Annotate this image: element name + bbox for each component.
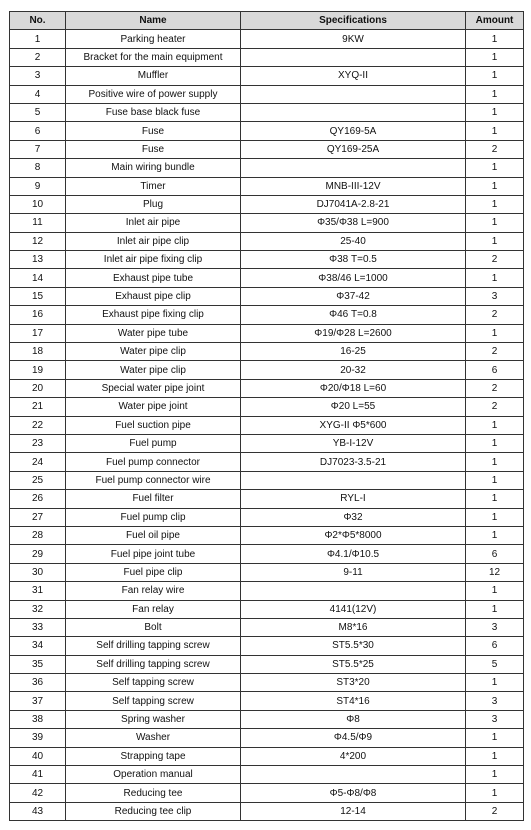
cell-no: 18: [10, 343, 66, 361]
cell-name: Positive wire of power supply: [66, 85, 241, 103]
cell-spec: RYL-I: [241, 490, 466, 508]
cell-no: 30: [10, 563, 66, 581]
table-row: [10, 103, 524, 121]
cell-spec: Φ19/Φ28 L=2600: [241, 324, 466, 342]
cell-name: Fuel oil pipe: [66, 526, 241, 544]
cell-spec: [241, 103, 466, 121]
cell-amount: 1: [466, 85, 524, 103]
cell-spec: 16-25: [241, 343, 466, 361]
table-row: [10, 379, 524, 397]
cell-no: 41: [10, 766, 66, 784]
cell-amount: 6: [466, 637, 524, 655]
cell-amount: 3: [466, 287, 524, 305]
cell-amount: 1: [466, 434, 524, 452]
cell-no: 27: [10, 508, 66, 526]
cell-spec: 9KW: [241, 30, 466, 48]
cell-spec: Φ20/Φ18 L=60: [241, 379, 466, 397]
cell-no: 6: [10, 122, 66, 140]
cell-amount: 1: [466, 159, 524, 177]
cell-spec: 9-11: [241, 563, 466, 581]
cell-no: 36: [10, 674, 66, 692]
cell-amount: 1: [466, 471, 524, 489]
header-amount: Amount: [466, 12, 524, 30]
cell-name: Muffler: [66, 67, 241, 85]
cell-amount: 1: [466, 526, 524, 544]
cell-amount: 2: [466, 398, 524, 416]
cell-no: 16: [10, 306, 66, 324]
table-row: [10, 766, 524, 784]
table-row: [10, 692, 524, 710]
cell-spec: Φ8: [241, 710, 466, 728]
cell-no: 7: [10, 140, 66, 158]
cell-spec: ST3*20: [241, 674, 466, 692]
cell-no: 2: [10, 48, 66, 66]
cell-no: 13: [10, 251, 66, 269]
cell-no: 15: [10, 287, 66, 305]
table-row: [10, 30, 524, 48]
cell-name: Bolt: [66, 618, 241, 636]
table-row: [10, 398, 524, 416]
cell-amount: 1: [466, 48, 524, 66]
cell-amount: 2: [466, 343, 524, 361]
cell-name: Spring washer: [66, 710, 241, 728]
table-row: [10, 563, 524, 581]
table-header: [10, 12, 524, 30]
cell-amount: 1: [466, 490, 524, 508]
cell-name: Fuel pump: [66, 434, 241, 452]
table-row: [10, 674, 524, 692]
header-no: No.: [10, 12, 66, 30]
table-row: [10, 729, 524, 747]
table-row: [10, 508, 524, 526]
cell-spec: [241, 766, 466, 784]
cell-spec: Φ38 T=0.5: [241, 251, 466, 269]
table-row: [10, 214, 524, 232]
cell-name: Fuel pump connector: [66, 453, 241, 471]
cell-spec: [241, 48, 466, 66]
table-body: [10, 30, 524, 821]
cell-name: Fuse: [66, 122, 241, 140]
cell-name: Exhaust pipe clip: [66, 287, 241, 305]
cell-amount: 1: [466, 784, 524, 802]
table-row: [10, 582, 524, 600]
table-row: [10, 67, 524, 85]
cell-amount: 1: [466, 416, 524, 434]
cell-amount: 2: [466, 140, 524, 158]
table-row: [10, 306, 524, 324]
cell-no: 39: [10, 729, 66, 747]
cell-amount: 1: [466, 30, 524, 48]
table-row: [10, 195, 524, 213]
cell-no: 14: [10, 269, 66, 287]
table-row: [10, 343, 524, 361]
cell-no: 17: [10, 324, 66, 342]
cell-no: 19: [10, 361, 66, 379]
cell-name: Bracket for the main equipment: [66, 48, 241, 66]
cell-name: Water pipe tube: [66, 324, 241, 342]
cell-no: 29: [10, 545, 66, 563]
cell-spec: Φ2*Φ5*8000: [241, 526, 466, 544]
cell-spec: QY169-25A: [241, 140, 466, 158]
cell-spec: 4141(12V): [241, 600, 466, 618]
cell-amount: 1: [466, 232, 524, 250]
cell-name: Water pipe clip: [66, 361, 241, 379]
cell-spec: Φ5-Φ8/Φ8: [241, 784, 466, 802]
parts-list-container: [9, 11, 524, 821]
cell-spec: MNB-III-12V: [241, 177, 466, 195]
table-row: [10, 655, 524, 673]
cell-amount: 6: [466, 361, 524, 379]
table-row: [10, 159, 524, 177]
cell-amount: 12: [466, 563, 524, 581]
cell-no: 42: [10, 784, 66, 802]
table-row: [10, 618, 524, 636]
cell-name: Operation manual: [66, 766, 241, 784]
cell-amount: 2: [466, 306, 524, 324]
cell-amount: 2: [466, 379, 524, 397]
cell-no: 31: [10, 582, 66, 600]
cell-name: Inlet air pipe clip: [66, 232, 241, 250]
cell-name: Strapping tape: [66, 747, 241, 765]
cell-name: Fuel pump connector wire: [66, 471, 241, 489]
cell-name: Exhaust pipe tube: [66, 269, 241, 287]
cell-spec: Φ32: [241, 508, 466, 526]
table-row: [10, 526, 524, 544]
table-row: [10, 361, 524, 379]
cell-spec: Φ37-42: [241, 287, 466, 305]
cell-amount: 1: [466, 674, 524, 692]
cell-name: Water pipe joint: [66, 398, 241, 416]
cell-spec: ST5.5*30: [241, 637, 466, 655]
cell-spec: QY169-5A: [241, 122, 466, 140]
cell-no: 10: [10, 195, 66, 213]
cell-amount: 1: [466, 214, 524, 232]
cell-spec: Φ20 L=55: [241, 398, 466, 416]
cell-name: Timer: [66, 177, 241, 195]
cell-no: 3: [10, 67, 66, 85]
cell-name: Self tapping screw: [66, 674, 241, 692]
cell-no: 22: [10, 416, 66, 434]
table-row: [10, 177, 524, 195]
header-name: Name: [66, 12, 241, 30]
cell-no: 5: [10, 103, 66, 121]
cell-no: 12: [10, 232, 66, 250]
cell-name: Exhaust pipe fixing clip: [66, 306, 241, 324]
cell-name: Fuel filter: [66, 490, 241, 508]
cell-spec: M8*16: [241, 618, 466, 636]
cell-name: Reducing tee clip: [66, 802, 241, 820]
table-row: [10, 140, 524, 158]
cell-amount: 1: [466, 508, 524, 526]
cell-spec: DJ7023-3.5-21: [241, 453, 466, 471]
cell-amount: 1: [466, 177, 524, 195]
cell-name: Self drilling tapping screw: [66, 637, 241, 655]
cell-amount: 3: [466, 692, 524, 710]
cell-spec: Φ35/Φ38 L=900: [241, 214, 466, 232]
cell-name: Reducing tee: [66, 784, 241, 802]
cell-no: 9: [10, 177, 66, 195]
cell-no: 34: [10, 637, 66, 655]
cell-spec: DJ7041A-2.8-21: [241, 195, 466, 213]
cell-name: Fan relay wire: [66, 582, 241, 600]
cell-amount: 1: [466, 600, 524, 618]
table-row: [10, 122, 524, 140]
table-row: [10, 637, 524, 655]
cell-no: 35: [10, 655, 66, 673]
table-row: [10, 251, 524, 269]
cell-spec: Φ4.1/Φ10.5: [241, 545, 466, 563]
table-row: [10, 269, 524, 287]
cell-name: Special water pipe joint: [66, 379, 241, 397]
cell-name: Inlet air pipe fixing clip: [66, 251, 241, 269]
cell-no: 33: [10, 618, 66, 636]
cell-no: 32: [10, 600, 66, 618]
cell-no: 11: [10, 214, 66, 232]
cell-amount: 1: [466, 195, 524, 213]
cell-no: 1: [10, 30, 66, 48]
cell-no: 38: [10, 710, 66, 728]
table-row: [10, 710, 524, 728]
cell-name: Self tapping screw: [66, 692, 241, 710]
cell-amount: 2: [466, 251, 524, 269]
cell-amount: 1: [466, 747, 524, 765]
table-row: [10, 545, 524, 563]
cell-no: 4: [10, 85, 66, 103]
table-row: [10, 416, 524, 434]
cell-no: 23: [10, 434, 66, 452]
cell-spec: YB-I-12V: [241, 434, 466, 452]
cell-spec: ST5.5*25: [241, 655, 466, 673]
cell-no: 43: [10, 802, 66, 820]
cell-name: Parking heater: [66, 30, 241, 48]
cell-amount: 3: [466, 710, 524, 728]
table-row: [10, 48, 524, 66]
cell-amount: 3: [466, 618, 524, 636]
cell-amount: 1: [466, 729, 524, 747]
cell-name: Water pipe clip: [66, 343, 241, 361]
cell-amount: 1: [466, 766, 524, 784]
cell-spec: Φ46 T=0.8: [241, 306, 466, 324]
cell-amount: 1: [466, 269, 524, 287]
cell-name: Plug: [66, 195, 241, 213]
cell-name: Fuse: [66, 140, 241, 158]
cell-spec: Φ4.5/Φ9: [241, 729, 466, 747]
table-row: [10, 784, 524, 802]
cell-amount: 1: [466, 103, 524, 121]
table-row: [10, 453, 524, 471]
cell-amount: 6: [466, 545, 524, 563]
cell-spec: 4*200: [241, 747, 466, 765]
cell-spec: [241, 159, 466, 177]
table-row: [10, 287, 524, 305]
cell-no: 21: [10, 398, 66, 416]
table-row: [10, 600, 524, 618]
cell-name: Fan relay: [66, 600, 241, 618]
cell-no: 24: [10, 453, 66, 471]
cell-amount: 1: [466, 324, 524, 342]
table-row: [10, 802, 524, 820]
cell-no: 26: [10, 490, 66, 508]
cell-spec: 25-40: [241, 232, 466, 250]
cell-name: Washer: [66, 729, 241, 747]
cell-spec: 12-14: [241, 802, 466, 820]
cell-no: 37: [10, 692, 66, 710]
cell-amount: 2: [466, 802, 524, 820]
cell-spec: [241, 471, 466, 489]
cell-name: Fuse base black fuse: [66, 103, 241, 121]
cell-no: 20: [10, 379, 66, 397]
cell-amount: 5: [466, 655, 524, 673]
cell-name: Fuel pump clip: [66, 508, 241, 526]
table-row: [10, 232, 524, 250]
cell-name: Inlet air pipe: [66, 214, 241, 232]
cell-no: 28: [10, 526, 66, 544]
cell-spec: 20-32: [241, 361, 466, 379]
cell-no: 8: [10, 159, 66, 177]
cell-spec: ST4*16: [241, 692, 466, 710]
cell-name: Fuel pipe joint tube: [66, 545, 241, 563]
cell-spec: XYG-II Φ5*600: [241, 416, 466, 434]
header-spec: Specifications: [241, 12, 466, 30]
cell-spec: [241, 85, 466, 103]
table-row: [10, 471, 524, 489]
cell-spec: Φ38/46 L=1000: [241, 269, 466, 287]
table-row: [10, 747, 524, 765]
cell-no: 40: [10, 747, 66, 765]
cell-name: Main wiring bundle: [66, 159, 241, 177]
cell-no: 25: [10, 471, 66, 489]
cell-amount: 1: [466, 453, 524, 471]
cell-amount: 1: [466, 582, 524, 600]
cell-spec: XYQ-II: [241, 67, 466, 85]
cell-amount: 1: [466, 122, 524, 140]
table-row: [10, 85, 524, 103]
header-row: [10, 12, 524, 30]
parts-table: [9, 11, 524, 821]
table-row: [10, 324, 524, 342]
cell-name: Fuel suction pipe: [66, 416, 241, 434]
cell-spec: [241, 582, 466, 600]
table-row: [10, 434, 524, 452]
cell-name: Self drilling tapping screw: [66, 655, 241, 673]
cell-name: Fuel pipe clip: [66, 563, 241, 581]
cell-amount: 1: [466, 67, 524, 85]
table-row: [10, 490, 524, 508]
